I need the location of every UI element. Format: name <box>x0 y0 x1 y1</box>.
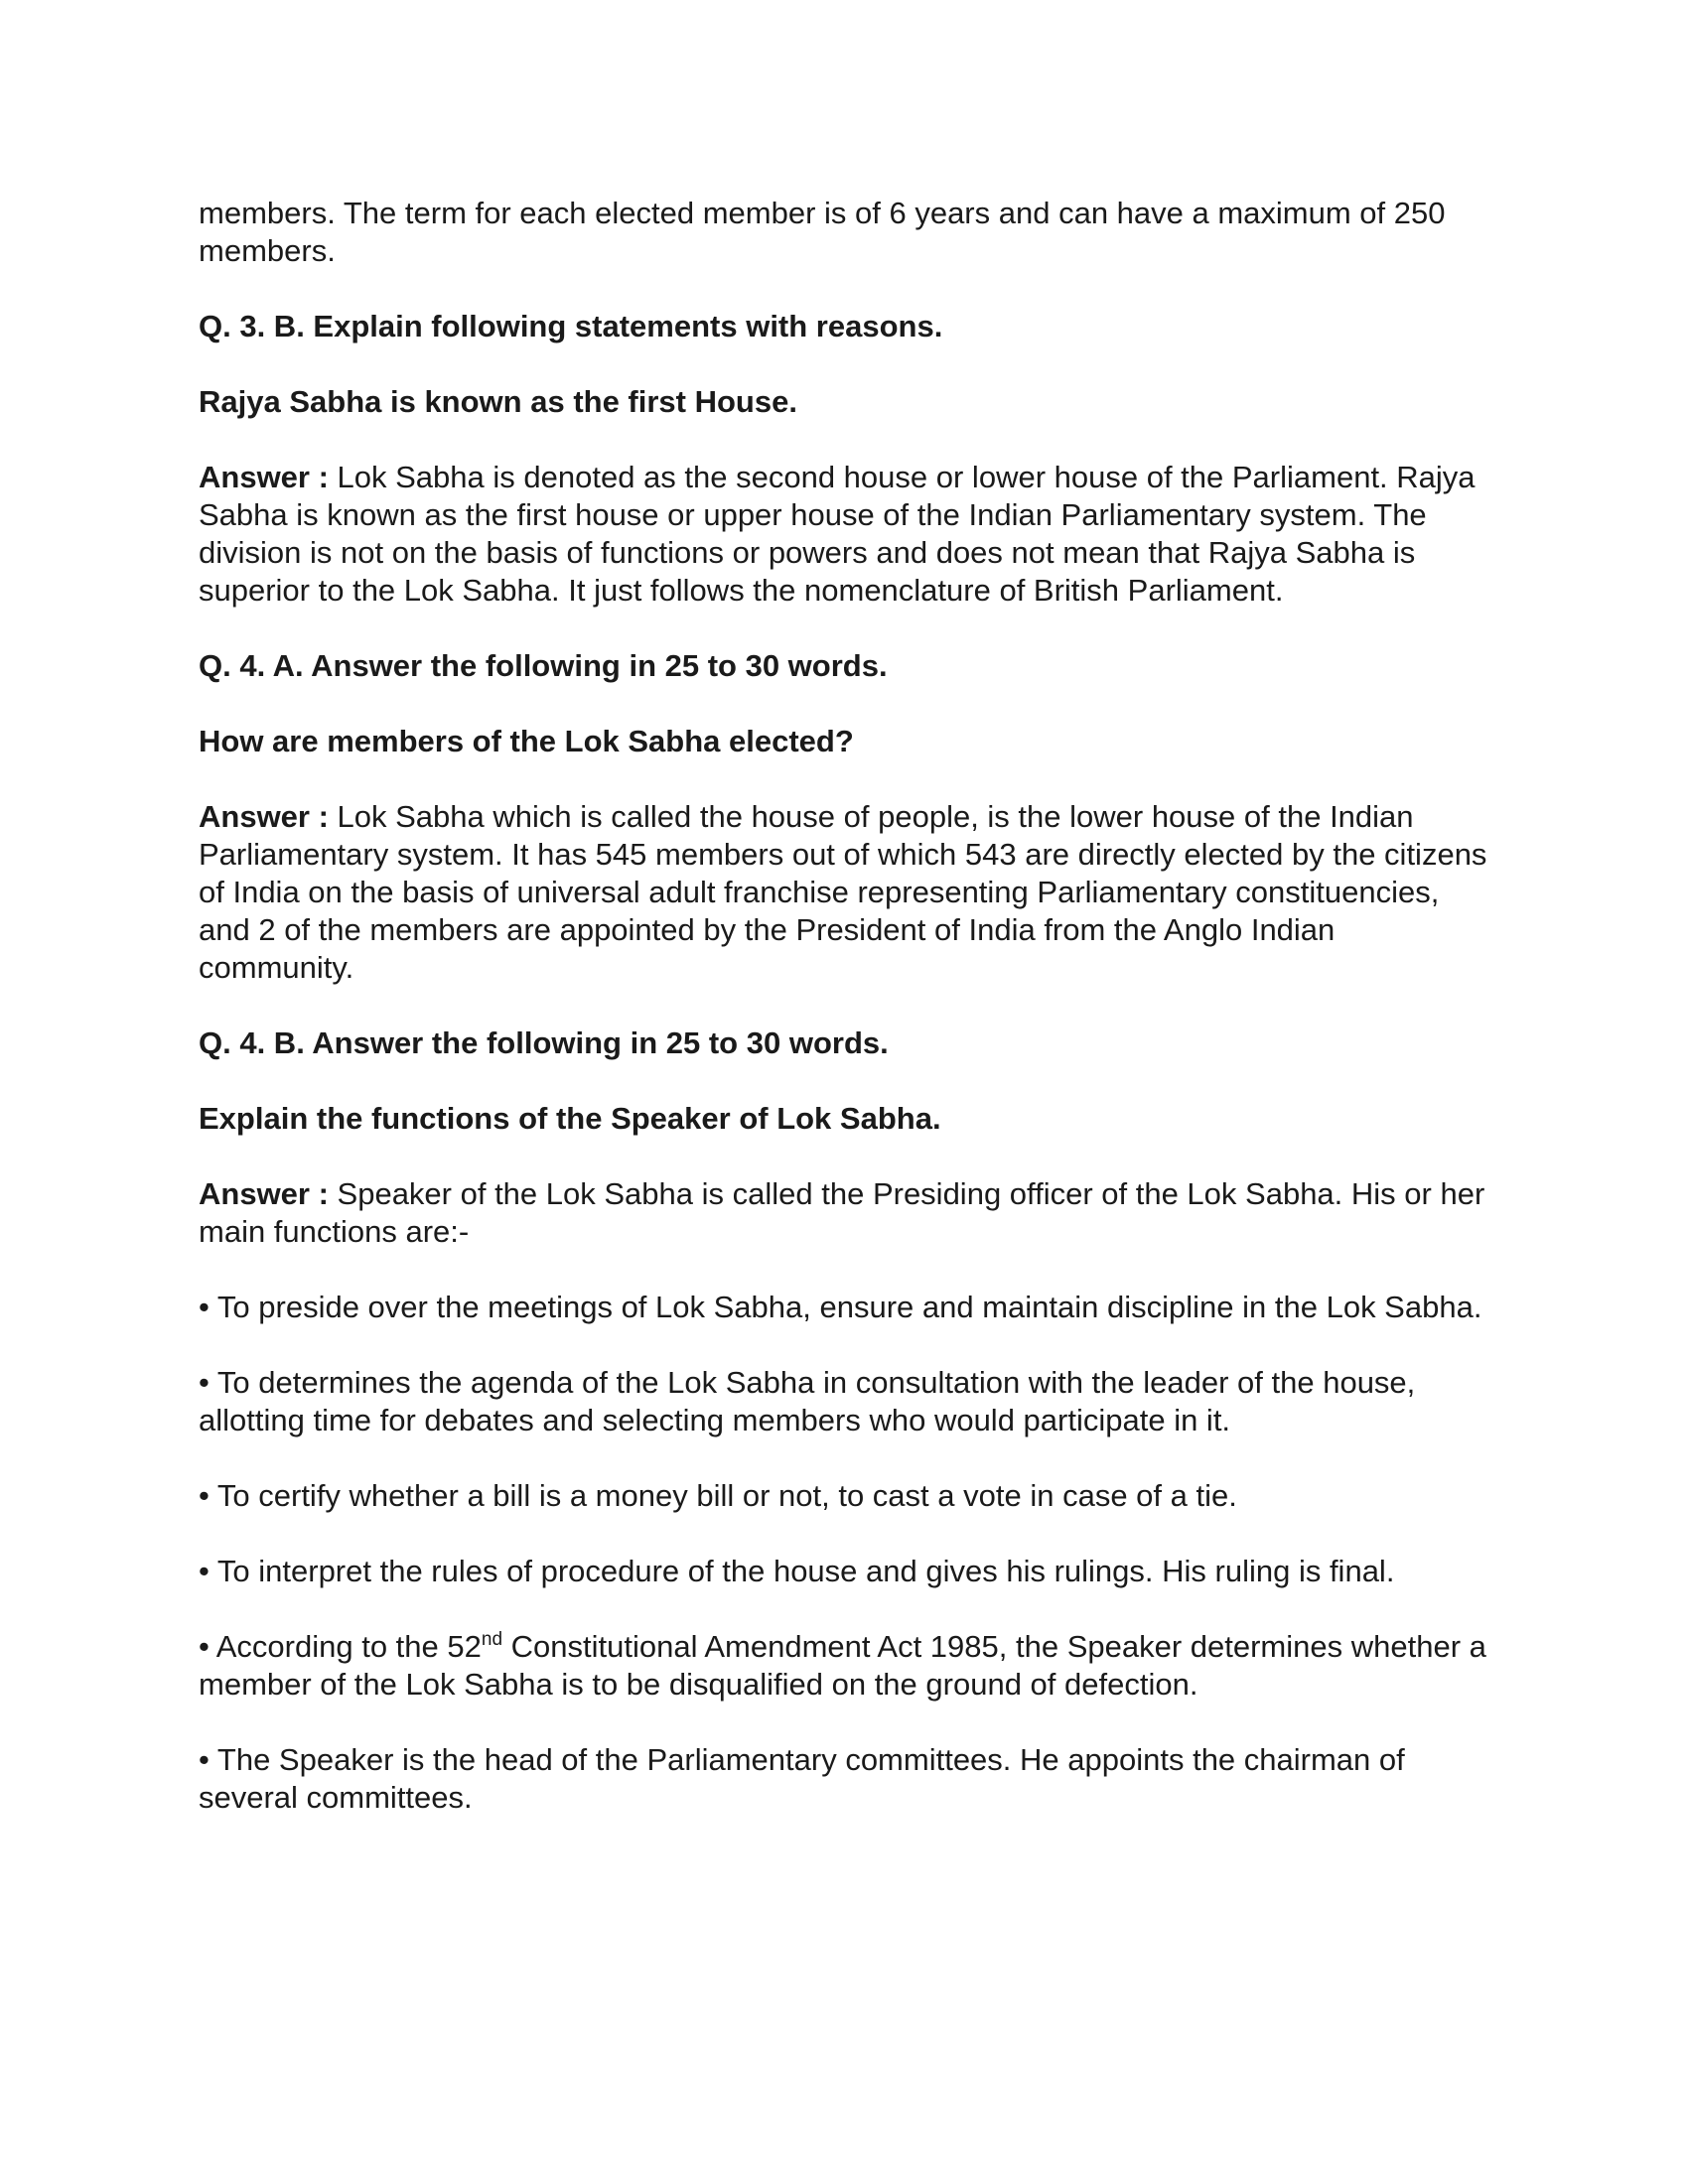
document-body <box>199 195 1489 1854</box>
amendment-text-after: Constitutional Amendment Act 1985, the Speaker determines whether a member of the Lok Sabha is to be disqualified on the ground of defection. <box>199 1629 1486 1702</box>
speaker-function-bullet-amendment <box>199 1628 1489 1704</box>
q4a-answer-text: Lok Sabha which is called the house of people, is the lower house of the Indian Parliamentary system. It has 545 members out of which 543 are directly elected by the citizens of India on the basis of universal adult franchise representing Parliamentary constituencies, and 2 of the members are appointed by the President of India from the Anglo Indian community. <box>199 799 1487 985</box>
speaker-function-bullet: • To preside over the meetings of Lok Sabha, ensure and maintain discipline in the Lok Sabha. <box>199 1290 1482 1324</box>
speaker-function-bullet: • The Speaker is the head of the Parliamentary committees. He appoints the chairman of several committees. <box>199 1742 1405 1815</box>
q4b-answer-paragraph <box>199 1175 1489 1251</box>
q4b-question: Explain the functions of the Speaker of Lok Sabha. <box>199 1101 941 1136</box>
answer-label: Answer : <box>199 460 338 494</box>
answer-label: Answer : <box>199 1176 338 1211</box>
q3b-statement: Rajya Sabha is known as the first House. <box>199 384 797 419</box>
q3b-answer-paragraph <box>199 459 1489 610</box>
q4a-answer-paragraph <box>199 798 1489 987</box>
amendment-text-before: • According to the 52 <box>199 1629 482 1664</box>
speaker-function-bullet: • To interpret the rules of procedure of the house and gives his rulings. His ruling is final. <box>199 1554 1395 1588</box>
q3b-heading: Q. 3. B. Explain following statements with reasons. <box>199 309 943 343</box>
q3b-answer-text: Lok Sabha is denoted as the second house or lower house of the Parliament. Rajya Sabha is known as the first house or upper house of the Indian Parliamentary system. The division is not on the basis of functions or powers and does not mean that Rajya Sabha is superior to the Lok Sabha. It just follows the nomenclature of British Parliament. <box>199 460 1476 608</box>
intro-continuation-paragraph: members. The term for each elected member is of 6 years and can have a maximum of 250 members. <box>199 196 1446 268</box>
speaker-function-bullet: • To determines the agenda of the Lok Sabha in consultation with the leader of the house, allotting time for debates and selecting members who would participate in it. <box>199 1365 1416 1437</box>
ordinal-superscript: nd <box>481 1629 503 1650</box>
q4b-answer-text: Speaker of the Lok Sabha is called the Presiding officer of the Lok Sabha. His or her main functions are:- <box>199 1176 1485 1249</box>
q4b-heading: Q. 4. B. Answer the following in 25 to 30 words. <box>199 1025 889 1060</box>
speaker-function-bullet: • To certify whether a bill is a money bill or not, to cast a vote in case of a tie. <box>199 1478 1237 1513</box>
q4a-question: How are members of the Lok Sabha elected? <box>199 724 854 758</box>
q4a-heading: Q. 4. A. Answer the following in 25 to 30 words. <box>199 648 888 683</box>
answer-label: Answer : <box>199 799 338 834</box>
